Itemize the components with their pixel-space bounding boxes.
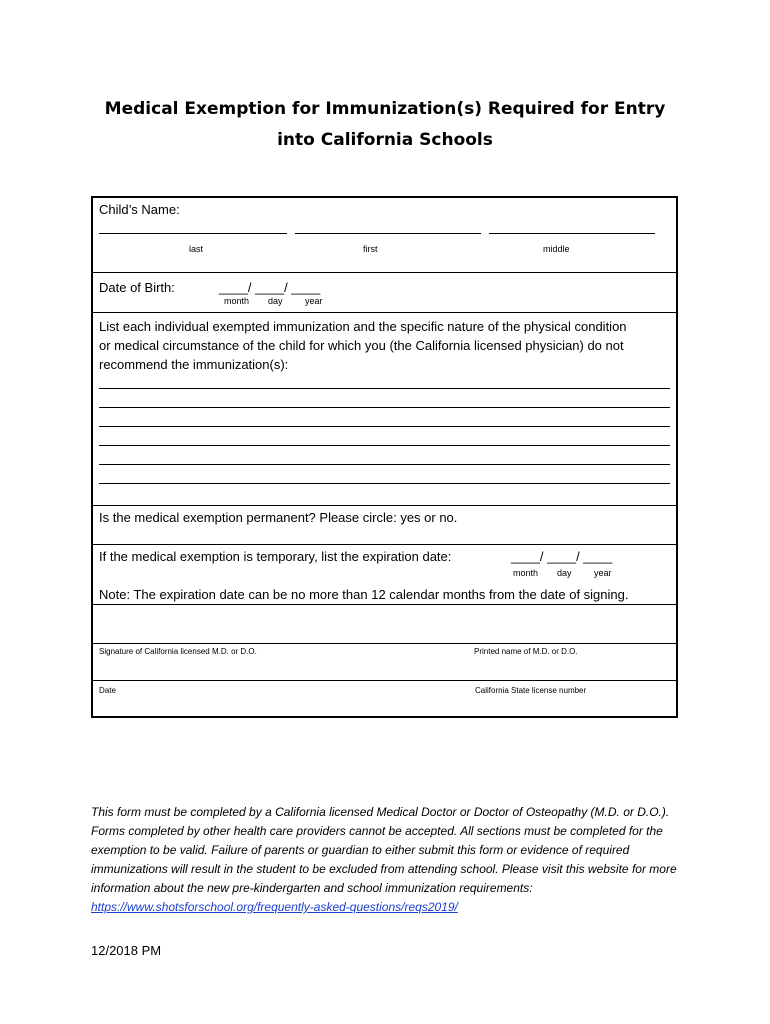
- first-name-caption: first: [363, 244, 378, 254]
- immunization-line[interactable]: [99, 388, 670, 389]
- dob-field[interactable]: ____/ ____/ ____: [219, 280, 321, 295]
- expiration-month-caption: month: [513, 568, 539, 578]
- immunization-line[interactable]: [99, 426, 670, 427]
- section-divider: [93, 505, 676, 506]
- immunization-line[interactable]: [99, 445, 670, 446]
- section-divider: [93, 604, 676, 605]
- temporary-question: If the medical exemption is temporary, list the expiration date:: [99, 549, 452, 564]
- immunization-instructions-line-2: or medical circumstance of the child for which you (the California licensed physician) do not: [99, 338, 624, 353]
- expiration-date-field[interactable]: ____/ ____/ ____: [511, 549, 613, 564]
- middle-name-caption: middle: [543, 244, 570, 254]
- dob-label: Date of Birth:: [99, 280, 175, 295]
- immunization-line[interactable]: [99, 464, 670, 465]
- section-divider: [93, 544, 676, 545]
- immunization-line[interactable]: [99, 407, 670, 408]
- date-caption: Date: [99, 686, 116, 695]
- first-name-field[interactable]: [295, 233, 481, 234]
- expiration-day-caption: day: [557, 568, 572, 578]
- footer-text: This form must be completed by a California licensed Medical Doctor or Doctor of Osteopathy (M.D. or D.O.). Forms completed by other health care providers cannot be accepted. All sections must be completed for the exemption to be valid. Failure of parents or guardian to either submit this form or evidence of required immunizations will result in the student to be excluded from attending school. Please visit this website for more information about the new pre-kindergarten and school immunization requirements:: [91, 805, 677, 895]
- signature-caption: Signature of California licensed M.D. or D.O.: [99, 647, 257, 656]
- page-title-line-2: into California Schools: [277, 130, 493, 150]
- expiration-year-caption: year: [594, 568, 612, 578]
- date-line[interactable]: [93, 680, 676, 681]
- dob-day-caption: day: [268, 296, 283, 306]
- dob-year-caption: year: [305, 296, 323, 306]
- dob-month-caption: month: [224, 296, 250, 306]
- immunization-instructions-line-1: List each individual exempted immunization and the specific nature of the physical condition: [99, 319, 627, 334]
- expiration-note: Note: The expiration date can be no more than 12 calendar months from the date of signing.: [99, 587, 629, 602]
- license-number-caption: California State license number: [475, 686, 587, 695]
- page-title: [0, 94, 770, 156]
- shotsforschool-link[interactable]: https://www.shotsforschool.org/frequently-asked-questions/reqs2019/: [91, 900, 458, 914]
- last-name-caption: last: [189, 244, 204, 254]
- signature-line[interactable]: [93, 643, 676, 644]
- middle-name-field[interactable]: [489, 233, 655, 234]
- permanent-question: Is the medical exemption permanent? Please circle: yes or no.: [99, 510, 458, 525]
- immunization-line[interactable]: [99, 483, 670, 484]
- exemption-form: [91, 196, 678, 718]
- footer-note: [91, 803, 681, 917]
- last-name-field[interactable]: [99, 233, 287, 234]
- section-divider: [93, 272, 676, 273]
- immunization-instructions-line-3: recommend the immunization(s):: [99, 357, 289, 372]
- revision-label: 12/2018 PM: [91, 943, 162, 958]
- page-title-line-1: Medical Exemption for Immunization(s) Required for Entry: [104, 99, 666, 119]
- immunization-instructions: [99, 317, 674, 374]
- printed-name-caption: Printed name of M.D. or D.O.: [474, 647, 578, 656]
- section-divider: [93, 312, 676, 313]
- childs-name-label: Child’s Name:: [99, 202, 180, 217]
